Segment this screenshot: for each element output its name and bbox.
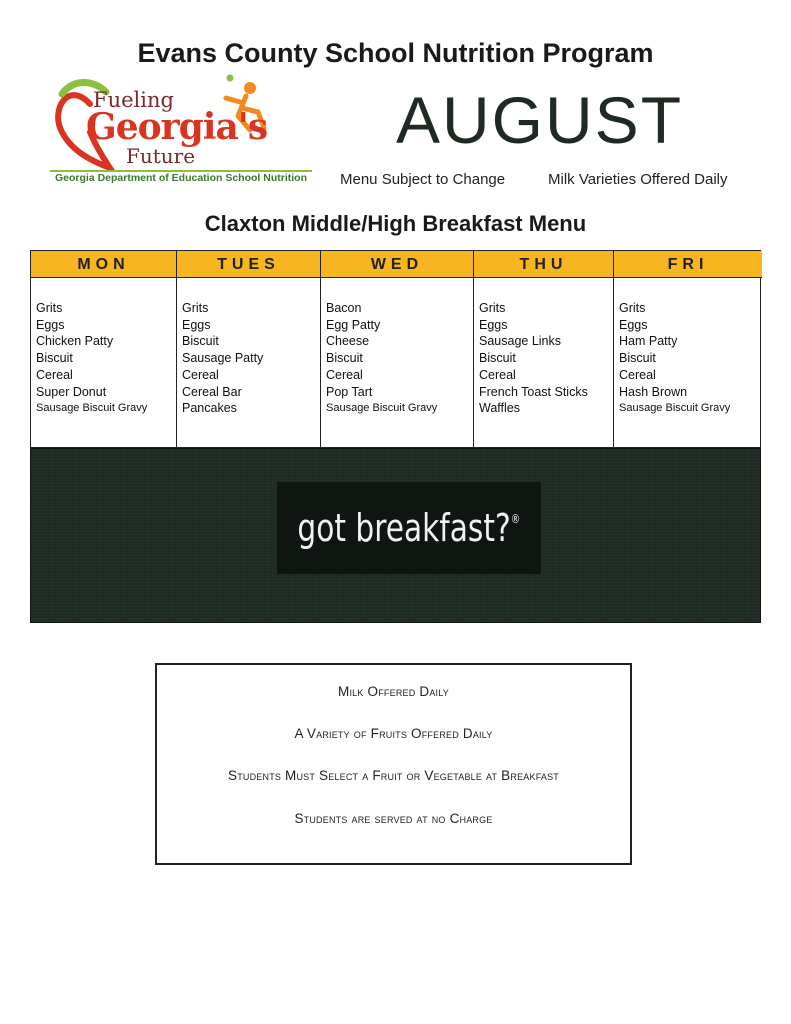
menu-title: Claxton Middle/High Breakfast Menu [204,211,587,236]
menu-item: Cereal [36,367,73,382]
menu-item: Sausage Biscuit Gravy [326,402,438,415]
menu-item: Cereal [326,367,363,382]
info-line: Students Must Select a Fruit or Vegetable at Breakfast [227,768,560,783]
day-column-thu [474,251,614,447]
logo-word-fueling: Fueling [93,88,174,112]
day-column-fri [614,251,762,447]
menu-item: Waffles [479,401,520,416]
program-title: Evans County School Nutrition Program [137,38,654,68]
menu-item: Biscuit [36,351,73,366]
menu-item: Sausage Links [479,334,562,349]
menu-item: Grits [619,301,646,315]
menu-item: Super Donut [36,384,107,399]
menu-item: Eggs [479,317,508,332]
menu-item: Sausage Biscuit Gravy [619,402,731,415]
banner-logo-box [277,482,541,574]
menu-item: Cereal [182,367,219,382]
info-box [155,663,632,865]
menu-item: Grits [36,301,63,315]
day-header: THU [474,251,613,278]
logo-word-future: Future [126,144,196,168]
menu-item: Chicken Patty [36,334,114,349]
menu-item-list [31,278,176,417]
info-line: Students are served at no Charge [294,811,493,826]
menu-item: Eggs [36,317,65,332]
milk-note: Milk Varieties Offered Daily [548,171,728,188]
weekly-menu-table [30,250,761,448]
banner-text [298,506,521,550]
menu-item: Sausage Patty [182,351,264,366]
day-header: FRI [614,251,762,278]
menu-change-note: Menu Subject to Change [340,171,506,188]
menu-item: Biscuit [619,351,656,366]
menu-item: Biscuit [326,351,363,366]
menu-item: Cereal Bar [182,384,242,399]
menu-item: Cereal [479,367,516,382]
day-column-tues [177,251,321,447]
menu-item: Pancakes [182,401,237,416]
fueling-georgias-future-logo [50,72,315,187]
menu-item: Pop Tart [326,384,373,399]
menu-item: Biscuit [479,351,516,366]
logo-subtitle: Georgia Department of Education School Nutrition [54,172,307,184]
menu-item: Cereal [619,367,656,382]
day-header: TUES [177,251,320,278]
menu-item: Egg Patty [326,317,381,332]
menu-item-list [614,278,762,417]
registered-mark: ® [510,512,521,526]
info-line: Milk Offered Daily [338,684,449,699]
logo-word-georgias: Georgia's [86,106,268,148]
banner-slogan: got breakfast? [297,506,511,550]
info-line: A Variety of Fruits Offered Daily [294,726,493,741]
menu-item: Grits [182,301,209,315]
menu-item: Biscuit [182,334,219,349]
menu-item: Grits [479,301,506,315]
menu-item: Ham Patty [619,334,678,349]
menu-item-list [321,278,473,417]
menu-item: Hash Brown [619,384,688,399]
day-column-mon [31,251,177,447]
menu-item: Cheese [326,334,370,349]
day-column-wed [321,251,474,447]
menu-item-list [474,278,613,417]
menu-item: Bacon [326,301,362,315]
menu-item: Eggs [182,317,211,332]
menu-item: Eggs [619,317,648,332]
day-header: MON [31,251,176,278]
menu-item: French Toast Sticks [479,384,588,399]
menu-item: Sausage Biscuit Gravy [36,402,148,415]
month-heading: AUGUST [396,83,684,157]
day-header: WED [321,251,473,278]
got-breakfast-banner [30,448,761,623]
menu-item-list [177,278,320,417]
